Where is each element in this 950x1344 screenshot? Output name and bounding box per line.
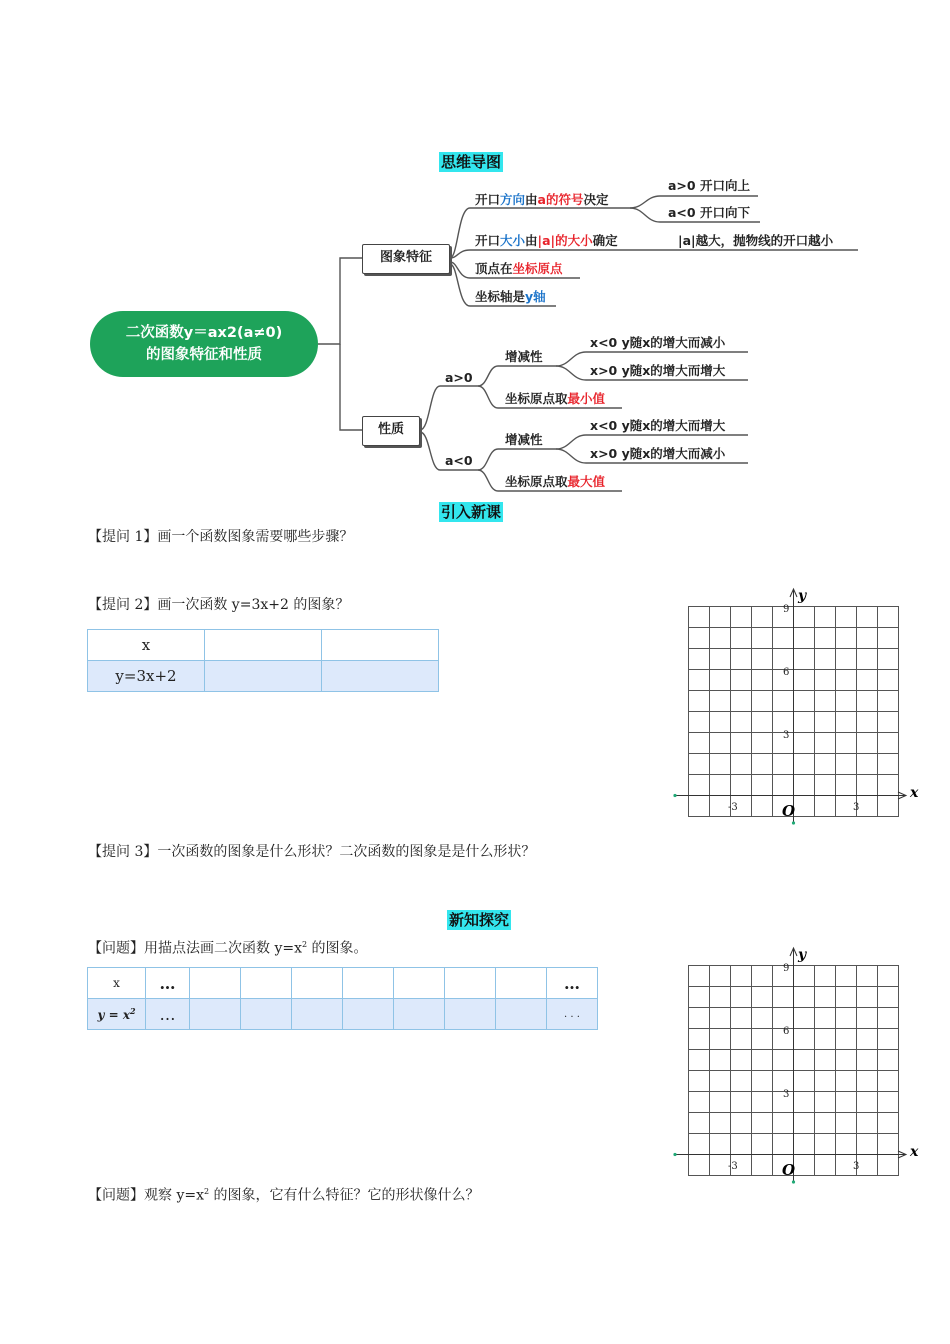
table2-cell[interactable] xyxy=(292,968,343,999)
problem-2-b: 的图象，它有什么特征？它的形状像什么？ xyxy=(209,1187,480,1204)
question-1: 【提问 1】画一个函数图象需要哪些步骤？ xyxy=(88,529,354,545)
open-size-rule: |a|越大，抛物线的开口越小 xyxy=(678,233,834,248)
axis-endpoint xyxy=(792,1180,795,1183)
neg-monotonic: 增减性 xyxy=(505,432,543,447)
table1-cell[interactable] xyxy=(322,661,439,692)
f1-p2: 方向 xyxy=(500,192,526,207)
table2-cell[interactable] xyxy=(292,999,343,1030)
label-a-negative: a<0 xyxy=(445,453,473,468)
tick-6: 6 xyxy=(783,667,790,678)
table1-cell[interactable] xyxy=(205,661,322,692)
heading-mindmap: 思维导图 xyxy=(441,153,502,171)
heading-intro: 引入新课 xyxy=(441,503,502,521)
f4-p1: 坐标轴是 xyxy=(475,289,526,304)
table1-y-label: y=3x+2 xyxy=(88,661,205,692)
neg-mono-2: x>0 y随x的增大而减小 xyxy=(590,446,726,461)
tick-neg3: -3 xyxy=(728,1161,738,1172)
feature-open-direction xyxy=(475,192,609,208)
problem-1-b: 的图象。 xyxy=(307,940,368,957)
table2-cell[interactable] xyxy=(496,999,547,1030)
table2-ellipsis: . . . xyxy=(547,999,598,1030)
pos-mono-2: x>0 y随x的增大而增大 xyxy=(590,363,726,378)
table2-cell[interactable] xyxy=(394,968,445,999)
table2-y-main: y = x xyxy=(97,1008,130,1022)
neg-ext-p2: 最大值 xyxy=(567,474,606,489)
y-axis-label: y xyxy=(798,588,807,604)
tick-neg3: -3 xyxy=(728,802,738,813)
f2-p3: 由 xyxy=(525,233,538,248)
origin-label: O xyxy=(782,1161,796,1179)
tick-9: 9 xyxy=(783,604,790,615)
f2-p4: |a|的大小 xyxy=(537,233,593,248)
table2-cell[interactable] xyxy=(190,968,241,999)
tick-3-y: 3 xyxy=(783,730,790,741)
x-axis-label: x xyxy=(910,785,919,801)
tick-9: 9 xyxy=(783,963,790,974)
f1-p4: a的符号 xyxy=(537,192,584,207)
pos-ext-p2: 最小值 xyxy=(567,391,606,406)
table2-ellipsis: … xyxy=(146,968,190,999)
table2-cell[interactable] xyxy=(394,999,445,1030)
tick-3-y: 3 xyxy=(783,1089,790,1100)
table2-cell[interactable] xyxy=(496,968,547,999)
f1-p1: 开口 xyxy=(475,192,501,207)
table-quadratic xyxy=(87,967,598,1030)
feature-vertex xyxy=(475,261,563,277)
table-linear xyxy=(87,629,439,692)
pos-monotonic: 增减性 xyxy=(505,349,543,364)
open-up: a>0 开口向上 xyxy=(668,178,750,193)
table2-cell[interactable] xyxy=(241,968,292,999)
question-2: 【提问 2】画一次函数 y=3x+2 的图象？ xyxy=(88,597,350,613)
neg-mono-1: x<0 y随x的增大而增大 xyxy=(590,418,726,433)
f2-p2: 大小 xyxy=(500,233,526,248)
table2-cell[interactable] xyxy=(343,968,394,999)
problem-1 xyxy=(88,935,368,959)
table2-cell[interactable] xyxy=(445,968,496,999)
pos-ext-p1: 坐标原点取 xyxy=(505,391,568,406)
f4-p2: y轴 xyxy=(525,289,546,304)
branch-properties: 性质 xyxy=(362,416,420,446)
mindmap-connectors xyxy=(0,0,950,520)
f1-p3: 由 xyxy=(525,192,538,207)
coordinate-grid-1 xyxy=(670,585,930,835)
tick-3-x: 3 xyxy=(853,1161,860,1172)
table2-x-label: x xyxy=(88,968,146,999)
table2-ellipsis: … xyxy=(547,968,598,999)
neg-extreme xyxy=(505,474,605,490)
problem-1-sup: 2 xyxy=(302,940,308,949)
problem-1-a: 【问题】用描点法画二次函数 y=x xyxy=(88,940,302,957)
f1-p5: 决定 xyxy=(583,192,609,207)
tick-3-x: 3 xyxy=(853,802,860,813)
root-line-2: 的图象特征和性质 xyxy=(146,347,262,363)
feature-axis xyxy=(475,289,546,305)
pos-extreme xyxy=(505,391,605,407)
table1-cell[interactable] xyxy=(322,630,439,661)
table1-cell[interactable] xyxy=(205,630,322,661)
heading-explore: 新知探究 xyxy=(449,911,510,929)
axis-endpoint xyxy=(673,794,676,797)
root-line-1: 二次函数y＝ax2(a≠0) xyxy=(125,325,283,341)
axis-endpoint xyxy=(792,821,795,824)
f2-p1: 开口 xyxy=(475,233,501,248)
branch-features: 图象特征 xyxy=(362,244,450,274)
x-axis-label: x xyxy=(910,1144,919,1160)
table2-y-label xyxy=(88,999,146,1030)
pos-mono-1: x<0 y随x的增大而减小 xyxy=(590,335,726,350)
problem-2-sup: 2 xyxy=(204,1187,210,1196)
axis-endpoint xyxy=(673,1153,676,1156)
mindmap-root xyxy=(90,311,318,377)
y-axis-label: y xyxy=(798,947,807,963)
table2-cell[interactable] xyxy=(190,999,241,1030)
table2-cell[interactable] xyxy=(343,999,394,1030)
neg-ext-p1: 坐标原点取 xyxy=(505,474,568,489)
origin-label: O xyxy=(782,802,796,820)
table2-cell[interactable] xyxy=(241,999,292,1030)
f3-p1: 顶点在 xyxy=(475,261,513,276)
table2-cell[interactable] xyxy=(445,999,496,1030)
table2-ellipsis: … xyxy=(146,999,190,1030)
coordinate-grid-2 xyxy=(670,944,930,1194)
problem-2 xyxy=(88,1182,480,1206)
table1-x-label: x xyxy=(88,630,205,661)
f3-p2: 坐标原点 xyxy=(512,261,563,276)
open-down: a<0 开口向下 xyxy=(668,205,750,220)
problem-2-a: 【问题】观察 y=x xyxy=(88,1187,204,1204)
f2-p5: 确定 xyxy=(592,233,618,248)
table2-y-sup: 2 xyxy=(129,1006,136,1016)
feature-open-size xyxy=(475,233,618,249)
tick-6: 6 xyxy=(783,1026,790,1037)
question-3: 【提问 3】一次函数的图象是什么形状？二次函数的图象是是什么形状？ xyxy=(88,844,536,860)
label-a-positive: a>0 xyxy=(445,370,473,385)
